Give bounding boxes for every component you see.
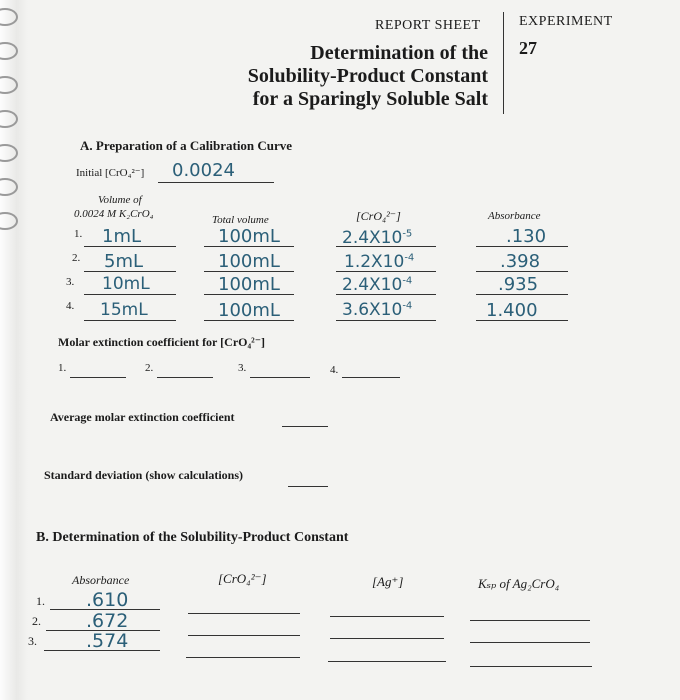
col-volume-line1: Volume of (98, 194, 142, 206)
title-line-3: for a Sparingly Soluble Salt (252, 88, 488, 110)
absorbance-value: .398 (500, 251, 541, 272)
conc-exponent: -4 (402, 300, 413, 312)
molar-line (70, 377, 126, 378)
avg-extinction-label: Average molar extinction coefficient (50, 410, 235, 424)
molar-num: 2. (145, 362, 154, 374)
initial-conc-line (158, 182, 274, 183)
section-b-heading: B. Determination of the Solubility-Product Constant (36, 530, 349, 545)
conc-value (342, 300, 412, 320)
absorbance-value: .610 (86, 589, 129, 611)
initial-conc-value: 0.0024 (172, 160, 235, 181)
std-dev-line (288, 486, 328, 487)
initial-conc-label: Initial [CrO₄²⁻] (76, 167, 145, 179)
molar-num: 1. (58, 362, 67, 374)
conc-mantissa: 3.6X10 (342, 300, 403, 320)
spiral-ring (0, 110, 18, 128)
conc-line (336, 320, 436, 321)
spiral-ring (0, 144, 18, 162)
molar-line (157, 377, 213, 378)
molar-line (342, 377, 400, 378)
silver-conc-line (330, 638, 444, 639)
ksp-line (470, 642, 590, 643)
spiral-ring (0, 212, 18, 230)
chromate-conc-line (188, 635, 300, 636)
row-number: 1. (36, 594, 45, 608)
silver-conc-line (328, 661, 446, 662)
col-chromate-conc: [CrO₄²⁻] (356, 209, 401, 223)
conc-value (344, 252, 414, 272)
section-a-heading: A. Preparation of a Calibration Curve (80, 138, 293, 153)
ksp-line (470, 620, 590, 621)
row-number: 1. (74, 228, 83, 240)
spiral-ring (0, 42, 18, 60)
col-chromate-conc: [CrO₄²⁻] (218, 571, 267, 586)
total-volume-value: 100mL (218, 226, 280, 247)
conc-value (342, 228, 412, 248)
conc-mantissa: 1.2X10 (344, 252, 405, 272)
col-absorbance: Absorbance (72, 573, 130, 587)
col-ksp: Kₛₚ of Ag₂CrO₄ (478, 576, 560, 591)
row-number: 2. (32, 614, 41, 628)
chromate-conc-line (186, 657, 300, 658)
col-total-volume: Total volume (212, 214, 269, 226)
spiral-ring (0, 76, 18, 94)
row-number: 3. (66, 276, 75, 288)
title-line-2: Solubility-Product Constant (247, 65, 488, 87)
std-dev-label: Standard deviation (show calculations) (44, 468, 244, 482)
conc-exponent: -4 (402, 275, 413, 287)
volume-value: 10mL (102, 274, 150, 294)
absorbance-value: .574 (86, 630, 129, 652)
page-title (200, 42, 488, 111)
absorbance-value: 1.400 (486, 300, 538, 321)
conc-value (342, 275, 412, 295)
header-divider (503, 12, 504, 114)
experiment-label: EXPERIMENT (519, 14, 613, 29)
total-volume-value: 100mL (218, 251, 280, 272)
absorbance-value: .935 (498, 274, 539, 295)
spiral-ring (0, 178, 18, 196)
absorbance-value: .130 (506, 226, 547, 247)
volume-value: 5mL (104, 251, 144, 272)
total-volume-value: 100mL (218, 300, 280, 321)
conc-mantissa: 2.4X10 (342, 275, 403, 295)
volume-line (84, 320, 176, 321)
silver-conc-line (330, 616, 444, 617)
total-volume-value: 100mL (218, 274, 280, 295)
volume-value: 1mL (102, 226, 142, 247)
col-silver-conc: [Ag⁺] (372, 574, 404, 589)
absorbance-value: .672 (86, 610, 129, 632)
col-absorbance: Absorbance (488, 210, 541, 222)
volume-value: 15mL (100, 300, 148, 320)
molar-num: 4. (330, 364, 339, 376)
row-number: 2. (72, 252, 81, 264)
conc-exponent: -4 (404, 252, 415, 264)
notebook-spiral (0, 0, 28, 700)
chromate-conc-line (188, 613, 300, 614)
experiment-number: 27 (519, 38, 537, 58)
spiral-ring (0, 8, 18, 26)
molar-line (250, 377, 310, 378)
conc-mantissa: 2.4X10 (342, 228, 403, 248)
conc-exponent: -5 (402, 228, 413, 240)
molar-extinction-label: Molar extinction coefficient for [CrO₄²⁻] (58, 335, 266, 349)
col-volume-line2: 0.0024 M K₂CrO₄ (74, 208, 154, 220)
ksp-line (470, 666, 592, 667)
volume-line (84, 294, 176, 295)
report-sheet-label: REPORT SHEET (375, 18, 481, 33)
row-number: 3. (28, 634, 37, 648)
avg-extinction-line (282, 426, 328, 427)
row-number: 4. (66, 300, 75, 312)
title-line-1: Determination of the (310, 42, 488, 64)
molar-num: 3. (238, 362, 247, 374)
